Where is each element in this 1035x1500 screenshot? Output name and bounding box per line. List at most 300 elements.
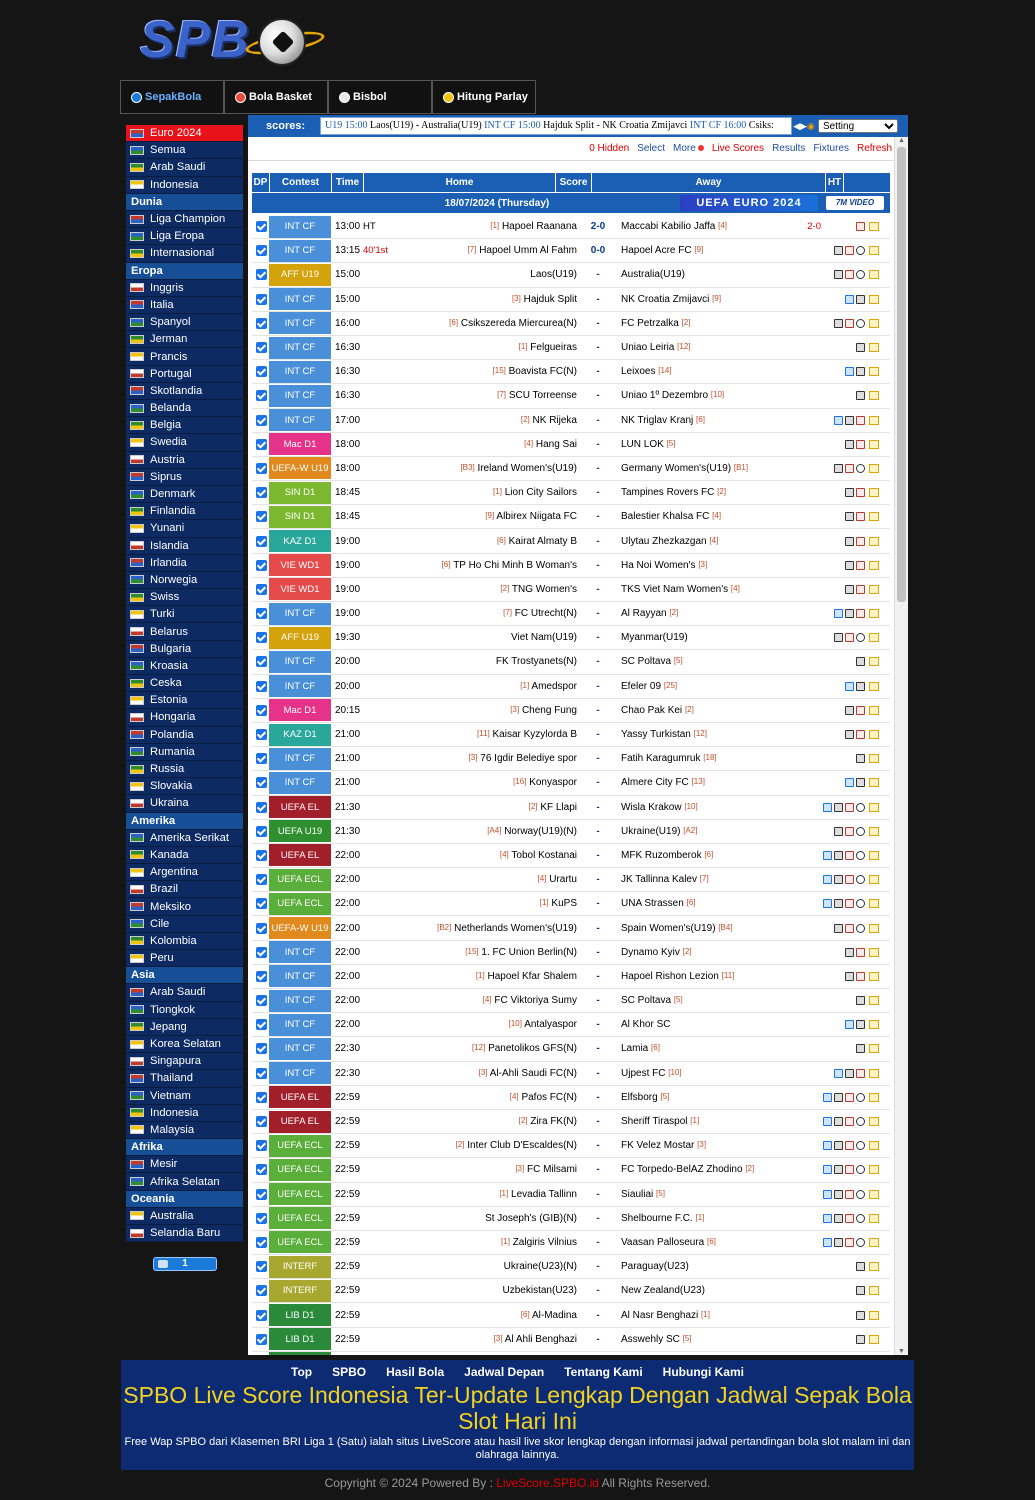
table-row[interactable] bbox=[252, 384, 890, 408]
ball-icon[interactable] bbox=[856, 899, 865, 908]
stats-icon[interactable] bbox=[856, 682, 865, 691]
league-badge[interactable]: SIN D1 bbox=[269, 482, 331, 504]
setting-select[interactable] bbox=[818, 119, 898, 133]
league-badge[interactable]: UEFA EL bbox=[269, 796, 331, 818]
scrollbar-thumb[interactable] bbox=[897, 147, 906, 602]
league-badge[interactable]: UEFA ECL bbox=[269, 1135, 331, 1157]
league-badge[interactable]: LIB D1 bbox=[269, 1304, 331, 1326]
dp-checkbox[interactable] bbox=[252, 342, 270, 353]
sidebar-item-arab-saudi[interactable] bbox=[126, 159, 243, 176]
match-score[interactable]: - bbox=[596, 583, 600, 595]
sidebar-item-euro-2024[interactable] bbox=[126, 125, 243, 142]
league-badge[interactable]: INT CF bbox=[269, 288, 331, 310]
home-team[interactable] bbox=[388, 753, 583, 764]
fixtures-link[interactable]: Fixtures bbox=[813, 143, 849, 154]
home-team[interactable] bbox=[388, 826, 583, 837]
league-badge[interactable]: INT CF bbox=[269, 603, 331, 625]
away-team[interactable] bbox=[613, 826, 793, 837]
match-score[interactable]: - bbox=[596, 390, 600, 402]
stats-icon[interactable] bbox=[834, 1117, 843, 1126]
stats-icon[interactable] bbox=[856, 657, 865, 666]
away-team[interactable] bbox=[613, 1068, 793, 1079]
league-badge[interactable]: INT CF bbox=[269, 941, 331, 963]
league-badge[interactable]: INT CF bbox=[269, 651, 331, 673]
sidebar-item-polandia[interactable] bbox=[126, 727, 243, 744]
match-score[interactable]: - bbox=[596, 849, 600, 861]
refresh-link[interactable]: Refresh bbox=[856, 143, 892, 154]
table-row[interactable] bbox=[252, 409, 890, 433]
table-row[interactable] bbox=[252, 1037, 890, 1061]
table-row[interactable] bbox=[252, 1183, 890, 1207]
stats-icon[interactable] bbox=[856, 343, 865, 352]
stats-icon[interactable] bbox=[856, 778, 865, 787]
dp-checkbox[interactable] bbox=[252, 681, 270, 692]
league-badge[interactable]: UEFA U19 bbox=[269, 820, 331, 842]
edit-icon[interactable] bbox=[856, 416, 865, 425]
home-team[interactable] bbox=[388, 1092, 583, 1103]
league-badge[interactable]: INT CF bbox=[269, 1014, 331, 1036]
stats-icon[interactable] bbox=[834, 319, 843, 328]
home-team[interactable] bbox=[388, 1237, 583, 1248]
dp-checkbox[interactable] bbox=[252, 269, 270, 280]
favorite-toggle[interactable] bbox=[867, 1238, 881, 1247]
edit-icon[interactable] bbox=[845, 246, 854, 255]
table-row[interactable] bbox=[252, 1062, 890, 1086]
sidebar-item-tiongkok[interactable] bbox=[126, 1002, 243, 1019]
table-row[interactable] bbox=[252, 529, 890, 553]
match-score[interactable]: - bbox=[596, 729, 600, 741]
league-badge[interactable]: LIB D1 bbox=[269, 1328, 331, 1350]
tv-icon[interactable] bbox=[823, 1238, 832, 1247]
dp-checkbox[interactable] bbox=[252, 439, 270, 450]
match-score[interactable]: - bbox=[596, 1212, 600, 1224]
away-team[interactable] bbox=[613, 487, 793, 498]
favorite-toggle[interactable] bbox=[867, 270, 881, 279]
dp-checkbox[interactable] bbox=[252, 584, 270, 595]
league-badge[interactable]: Mac D1 bbox=[269, 699, 331, 721]
dp-checkbox[interactable] bbox=[252, 294, 270, 305]
league-badge[interactable]: INT CF bbox=[269, 240, 331, 262]
tv-icon[interactable] bbox=[823, 1214, 832, 1223]
sidebar-item-australia[interactable] bbox=[126, 1208, 243, 1225]
table-row[interactable] bbox=[252, 747, 890, 771]
home-team[interactable] bbox=[388, 729, 583, 740]
edit-icon[interactable] bbox=[856, 706, 865, 715]
home-team[interactable] bbox=[388, 1164, 583, 1175]
away-team[interactable] bbox=[613, 463, 793, 474]
sidebar-item-bulgaria[interactable] bbox=[126, 641, 243, 658]
favorite-toggle[interactable] bbox=[867, 488, 881, 497]
away-team[interactable] bbox=[613, 318, 793, 329]
table-row[interactable] bbox=[252, 239, 890, 263]
stats-icon[interactable] bbox=[856, 1020, 865, 1029]
tv-icon[interactable] bbox=[845, 682, 854, 691]
league-badge[interactable]: INT CF bbox=[269, 409, 331, 431]
ticker-item[interactable] bbox=[325, 120, 484, 131]
favorite-toggle[interactable] bbox=[867, 1286, 881, 1295]
away-team[interactable] bbox=[613, 1237, 793, 1248]
ball-icon[interactable] bbox=[856, 851, 865, 860]
favorite-toggle[interactable] bbox=[867, 1165, 881, 1174]
sidebar-item-liga-champion[interactable] bbox=[126, 211, 243, 228]
sidebar-item-liga-eropa[interactable] bbox=[126, 228, 243, 245]
dp-checkbox[interactable] bbox=[252, 1116, 270, 1127]
dp-checkbox[interactable] bbox=[252, 1140, 270, 1151]
ticker-item[interactable] bbox=[690, 120, 774, 131]
match-score[interactable]: - bbox=[596, 1164, 600, 1176]
home-team[interactable] bbox=[388, 802, 583, 813]
footer-link-hasil-bola[interactable]: Hasil Bola bbox=[386, 1365, 445, 1379]
dp-checkbox[interactable] bbox=[252, 1189, 270, 1200]
table-row[interactable] bbox=[252, 554, 890, 578]
sidebar-item-spanyol[interactable] bbox=[126, 314, 243, 331]
league-badge[interactable]: UEFA EL bbox=[269, 1086, 331, 1108]
table-row[interactable] bbox=[252, 965, 890, 989]
home-team[interactable] bbox=[388, 947, 583, 958]
favorite-toggle[interactable] bbox=[867, 706, 881, 715]
favorite-toggle[interactable] bbox=[867, 1141, 881, 1150]
table-row[interactable] bbox=[252, 699, 890, 723]
away-team[interactable] bbox=[613, 342, 793, 353]
league-badge[interactable]: UEFA EL bbox=[269, 1111, 331, 1133]
away-team[interactable] bbox=[613, 1092, 793, 1103]
sidebar-item-arab-saudi[interactable] bbox=[126, 984, 243, 1001]
dp-checkbox[interactable] bbox=[252, 536, 270, 547]
dp-checkbox[interactable] bbox=[252, 777, 270, 788]
sidebar-item-belgia[interactable] bbox=[126, 417, 243, 434]
sidebar-item-mesir[interactable] bbox=[126, 1156, 243, 1173]
table-row[interactable] bbox=[252, 1086, 890, 1110]
table-row[interactable] bbox=[252, 457, 890, 481]
stats-icon[interactable] bbox=[856, 1262, 865, 1271]
dp-checkbox[interactable] bbox=[252, 221, 270, 232]
table-row[interactable] bbox=[252, 360, 890, 384]
favorite-toggle[interactable] bbox=[867, 609, 881, 618]
favorite-toggle[interactable] bbox=[867, 851, 881, 860]
league-badge[interactable]: UEFA ECL bbox=[269, 893, 331, 915]
site-logo[interactable] bbox=[140, 10, 320, 70]
match-score[interactable]: - bbox=[596, 1116, 600, 1128]
match-score[interactable]: - bbox=[596, 535, 600, 547]
away-team[interactable] bbox=[613, 536, 793, 547]
stats-icon[interactable] bbox=[834, 246, 843, 255]
league-badge[interactable]: INT CF bbox=[269, 965, 331, 987]
sidebar-item-austria[interactable] bbox=[126, 452, 243, 469]
sidebar-item-amerika-serikat[interactable] bbox=[126, 830, 243, 847]
stats-icon[interactable] bbox=[856, 367, 865, 376]
favorite-toggle[interactable] bbox=[867, 972, 881, 981]
league-badge[interactable]: INTERF bbox=[269, 1280, 331, 1302]
league-badge[interactable]: INTERF bbox=[269, 1256, 331, 1278]
home-team[interactable] bbox=[388, 1116, 583, 1127]
table-row[interactable] bbox=[252, 989, 890, 1013]
table-row[interactable] bbox=[252, 650, 890, 674]
league-badge[interactable]: INT CF bbox=[269, 337, 331, 359]
edit-icon[interactable] bbox=[856, 609, 865, 618]
sidebar-item-irlandia[interactable] bbox=[126, 555, 243, 572]
stats-icon[interactable] bbox=[845, 537, 854, 546]
dp-checkbox[interactable] bbox=[252, 608, 270, 619]
home-team[interactable] bbox=[388, 439, 583, 450]
league-badge[interactable]: INT CF bbox=[269, 772, 331, 794]
table-row[interactable] bbox=[252, 675, 890, 699]
ball-icon[interactable] bbox=[856, 1165, 865, 1174]
ball-icon[interactable] bbox=[856, 319, 865, 328]
sidebar-item-jepang[interactable] bbox=[126, 1019, 243, 1036]
favorite-toggle[interactable] bbox=[867, 561, 881, 570]
dp-checkbox[interactable] bbox=[252, 923, 270, 934]
match-score[interactable]: - bbox=[596, 487, 600, 499]
dp-checkbox[interactable] bbox=[252, 1334, 270, 1345]
dp-checkbox[interactable] bbox=[252, 753, 270, 764]
match-score[interactable]: - bbox=[596, 1285, 600, 1297]
favorite-toggle[interactable] bbox=[867, 633, 881, 642]
home-team[interactable] bbox=[388, 390, 583, 401]
sidebar-item-jerman[interactable] bbox=[126, 331, 243, 348]
sidebar-item-belarus[interactable] bbox=[126, 623, 243, 640]
sidebar-item-argentina[interactable] bbox=[126, 864, 243, 881]
sidebar-item-portugal[interactable] bbox=[126, 366, 243, 383]
sidebar-item-indonesia[interactable] bbox=[126, 1105, 243, 1122]
table-row[interactable] bbox=[252, 1158, 890, 1182]
dp-checkbox[interactable] bbox=[252, 390, 270, 401]
stats-icon[interactable] bbox=[845, 488, 854, 497]
sidebar-item-kroasia[interactable] bbox=[126, 658, 243, 675]
stats-icon[interactable] bbox=[834, 1093, 843, 1102]
match-score[interactable]: - bbox=[596, 801, 600, 813]
league-badge[interactable]: VIE WD1 bbox=[269, 554, 331, 576]
sidebar-item-afrika-selatan[interactable] bbox=[126, 1173, 243, 1190]
match-score[interactable]: - bbox=[596, 777, 600, 789]
away-team[interactable] bbox=[613, 802, 793, 813]
home-team[interactable] bbox=[388, 560, 583, 571]
stats-icon[interactable] bbox=[834, 464, 843, 473]
away-team[interactable] bbox=[613, 511, 793, 522]
dp-checkbox[interactable] bbox=[252, 1285, 270, 1296]
favorite-toggle[interactable] bbox=[867, 464, 881, 473]
dp-checkbox[interactable] bbox=[252, 898, 270, 909]
league-badge[interactable]: SIN D1 bbox=[269, 506, 331, 528]
ball-icon[interactable] bbox=[856, 1238, 865, 1247]
tv-icon[interactable] bbox=[823, 1117, 832, 1126]
away-team[interactable] bbox=[613, 923, 793, 934]
league-badge[interactable]: KAZ D1 bbox=[269, 724, 331, 746]
ball-icon[interactable] bbox=[856, 633, 865, 642]
tv-icon[interactable] bbox=[823, 1165, 832, 1174]
sidebar-item-turki[interactable] bbox=[126, 606, 243, 623]
tv-icon[interactable] bbox=[845, 295, 854, 304]
home-team[interactable] bbox=[388, 1334, 583, 1345]
favorite-toggle[interactable] bbox=[867, 1262, 881, 1271]
match-score[interactable]: - bbox=[596, 438, 600, 450]
match-score[interactable]: - bbox=[596, 511, 600, 523]
home-team[interactable] bbox=[388, 511, 583, 522]
table-row[interactable] bbox=[252, 892, 890, 916]
match-score[interactable]: - bbox=[596, 1043, 600, 1055]
footer-link-spbo[interactable]: SPBO bbox=[332, 1365, 367, 1379]
stats-icon[interactable] bbox=[856, 1311, 865, 1320]
euro-2024-banner[interactable]: UEFA EURO 2024 bbox=[680, 195, 818, 211]
away-team[interactable] bbox=[613, 608, 793, 619]
away-team[interactable] bbox=[613, 390, 793, 401]
match-score[interactable]: - bbox=[596, 1261, 600, 1273]
hidden-link[interactable]: 0 Hidden bbox=[589, 143, 630, 154]
home-team[interactable] bbox=[388, 536, 583, 547]
edit-icon[interactable] bbox=[845, 924, 854, 933]
league-badge[interactable]: UEFA ECL bbox=[269, 1231, 331, 1253]
tv-icon[interactable] bbox=[823, 1141, 832, 1150]
sidebar-item-islandia[interactable] bbox=[126, 538, 243, 555]
table-row[interactable] bbox=[252, 1110, 890, 1134]
table-row[interactable] bbox=[252, 1279, 890, 1303]
edit-icon[interactable] bbox=[845, 899, 854, 908]
league-badge[interactable]: INT CF bbox=[269, 1062, 331, 1084]
ball-icon[interactable] bbox=[856, 924, 865, 933]
ball-icon[interactable] bbox=[856, 464, 865, 473]
sidebar-item-hongaria[interactable] bbox=[126, 709, 243, 726]
edit-icon[interactable] bbox=[845, 1117, 854, 1126]
table-row[interactable] bbox=[252, 505, 890, 529]
favorite-toggle[interactable] bbox=[867, 391, 881, 400]
match-score[interactable]: - bbox=[596, 946, 600, 958]
stats-icon[interactable] bbox=[845, 561, 854, 570]
dp-checkbox[interactable] bbox=[252, 1068, 270, 1079]
stats-icon[interactable] bbox=[845, 972, 854, 981]
sidebar-item-vietnam[interactable] bbox=[126, 1088, 243, 1105]
favorite-toggle[interactable] bbox=[867, 1044, 881, 1053]
edit-icon[interactable] bbox=[856, 488, 865, 497]
league-badge[interactable]: UEFA-W U19 bbox=[269, 917, 331, 939]
home-team[interactable] bbox=[388, 463, 583, 474]
footer-link-jadwal-depan[interactable]: Jadwal Depan bbox=[464, 1365, 545, 1379]
sidebar-item-brazil[interactable] bbox=[126, 881, 243, 898]
favorite-toggle[interactable] bbox=[867, 803, 881, 812]
league-badge[interactable]: UEFA ECL bbox=[269, 1159, 331, 1181]
dp-checkbox[interactable] bbox=[252, 245, 270, 256]
table-row[interactable] bbox=[252, 602, 890, 626]
stats-icon[interactable] bbox=[834, 270, 843, 279]
edit-icon[interactable] bbox=[845, 827, 854, 836]
dp-checkbox[interactable] bbox=[252, 366, 270, 377]
match-score[interactable]: - bbox=[596, 559, 600, 571]
favorite-toggle[interactable] bbox=[867, 343, 881, 352]
sidebar-item-singapura[interactable] bbox=[126, 1053, 243, 1070]
stats-icon[interactable] bbox=[834, 851, 843, 860]
league-badge[interactable]: INT CF bbox=[269, 385, 331, 407]
match-score[interactable]: - bbox=[596, 1091, 600, 1103]
away-team[interactable] bbox=[613, 995, 793, 1006]
scroll-down-icon[interactable]: ▼ bbox=[898, 1348, 905, 1355]
match-score[interactable]: - bbox=[596, 366, 600, 378]
match-score[interactable]: - bbox=[596, 293, 600, 305]
dp-checkbox[interactable] bbox=[252, 947, 270, 958]
home-team[interactable] bbox=[388, 923, 583, 934]
dp-checkbox[interactable] bbox=[252, 1092, 270, 1103]
results-link[interactable]: Results bbox=[772, 143, 806, 154]
tv-icon[interactable] bbox=[823, 803, 832, 812]
favorite-toggle[interactable] bbox=[867, 585, 881, 594]
stats-icon[interactable] bbox=[834, 827, 843, 836]
away-team[interactable] bbox=[613, 1334, 793, 1345]
away-team[interactable] bbox=[613, 1019, 793, 1030]
edit-icon[interactable] bbox=[845, 1214, 854, 1223]
home-team[interactable] bbox=[388, 608, 583, 619]
stats-icon[interactable] bbox=[834, 899, 843, 908]
away-team[interactable] bbox=[613, 1116, 793, 1127]
table-row[interactable] bbox=[252, 312, 890, 336]
tv-icon[interactable] bbox=[823, 1190, 832, 1199]
edit-icon[interactable] bbox=[856, 440, 865, 449]
sidebar-item-internasional[interactable] bbox=[126, 245, 243, 262]
table-row[interactable] bbox=[252, 1352, 890, 1355]
edit-icon[interactable] bbox=[856, 972, 865, 981]
dp-checkbox[interactable] bbox=[252, 1019, 270, 1030]
favorite-toggle[interactable] bbox=[867, 440, 881, 449]
favorite-toggle[interactable] bbox=[867, 657, 881, 666]
stats-icon[interactable] bbox=[845, 585, 854, 594]
sidebar-item-kolombia[interactable] bbox=[126, 933, 243, 950]
dp-checkbox[interactable] bbox=[252, 632, 270, 643]
away-team[interactable] bbox=[613, 1285, 793, 1296]
league-badge[interactable]: INT CF bbox=[269, 990, 331, 1012]
stats-icon[interactable] bbox=[845, 730, 854, 739]
league-badge[interactable]: INT CF bbox=[269, 216, 331, 238]
sidebar-item-ukraina[interactable] bbox=[126, 795, 243, 812]
table-row[interactable] bbox=[252, 1231, 890, 1255]
stats-icon[interactable] bbox=[856, 996, 865, 1005]
match-score[interactable]: - bbox=[596, 704, 600, 716]
away-team[interactable] bbox=[613, 439, 793, 450]
footer-link-hubungi-kami[interactable]: Hubungi Kami bbox=[662, 1365, 744, 1379]
sidebar-item-prancis[interactable] bbox=[126, 348, 243, 365]
league-badge[interactable]: AFF U19 bbox=[269, 264, 331, 286]
league-badge[interactable]: KAZ D1 bbox=[269, 530, 331, 552]
league-badge[interactable]: VIE WD1 bbox=[269, 578, 331, 600]
away-team[interactable] bbox=[613, 1213, 793, 1224]
home-team[interactable] bbox=[388, 632, 583, 643]
favorite-toggle[interactable] bbox=[867, 996, 881, 1005]
home-team[interactable] bbox=[388, 366, 583, 377]
away-team[interactable] bbox=[613, 850, 793, 861]
favorite-toggle[interactable] bbox=[867, 682, 881, 691]
scores-ticker[interactable] bbox=[320, 117, 792, 135]
match-score[interactable]: - bbox=[596, 608, 600, 620]
tab-sepakbola[interactable] bbox=[120, 80, 224, 114]
tab-bisbol[interactable] bbox=[328, 80, 432, 114]
stats-icon[interactable] bbox=[845, 609, 854, 618]
league-badge[interactable]: UEFA ECL bbox=[269, 1183, 331, 1205]
sidebar-item-italia[interactable] bbox=[126, 297, 243, 314]
home-team[interactable] bbox=[388, 1213, 583, 1224]
stats-icon[interactable] bbox=[856, 1335, 865, 1344]
favorite-toggle[interactable] bbox=[867, 1117, 881, 1126]
table-row[interactable] bbox=[252, 215, 890, 239]
match-score[interactable]: - bbox=[596, 753, 600, 765]
sidebar-item-thailand[interactable] bbox=[126, 1070, 243, 1087]
ball-icon[interactable] bbox=[856, 1117, 865, 1126]
stats-icon[interactable] bbox=[856, 295, 865, 304]
sidebar-item-slovakia[interactable] bbox=[126, 778, 243, 795]
away-team[interactable] bbox=[613, 269, 793, 280]
away-team[interactable] bbox=[613, 560, 793, 571]
table-row[interactable] bbox=[252, 1013, 890, 1037]
home-team[interactable] bbox=[388, 269, 583, 280]
table-row[interactable] bbox=[252, 288, 890, 312]
sidebar-item-swiss[interactable] bbox=[126, 589, 243, 606]
tv-icon[interactable] bbox=[845, 367, 854, 376]
home-team[interactable] bbox=[388, 850, 583, 861]
sidebar-item-ceska[interactable] bbox=[126, 675, 243, 692]
